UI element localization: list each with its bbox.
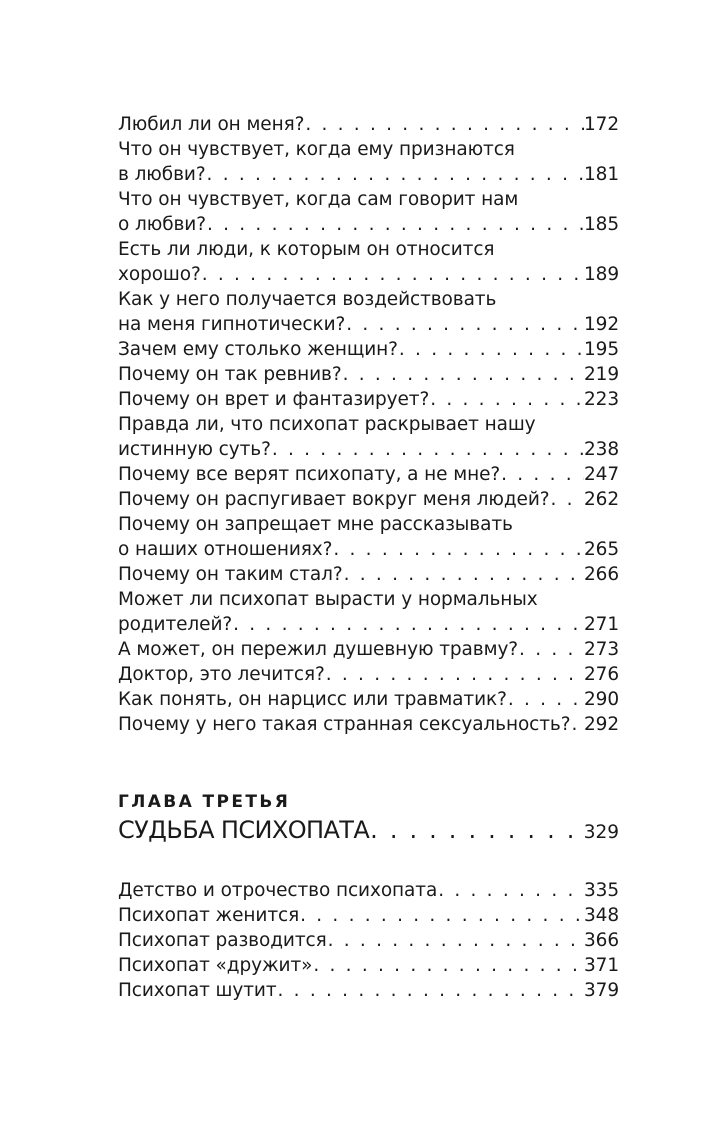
chapter-heading[interactable] <box>118 791 619 848</box>
toc-page-number: 371 <box>583 955 619 976</box>
toc-entry-title-line: Может ли психопат вырасти у нормальных <box>118 589 538 610</box>
toc-entry-title: на меня гипнотически? <box>118 314 346 335</box>
toc-entry-title: родителей? <box>118 614 233 635</box>
toc-entry-title: Психопат шутит <box>118 980 277 1001</box>
toc-entry[interactable] <box>118 412 619 462</box>
toc-entry[interactable] <box>118 487 619 512</box>
toc-entry-title: Почему он распугивает вокруг меня людей? <box>118 489 550 510</box>
toc-entry-title: о наших отношениях? <box>118 539 333 560</box>
dot-leader <box>570 712 584 737</box>
toc-page-number: 265 <box>583 539 619 560</box>
toc-entry[interactable] <box>118 978 619 1003</box>
toc-entry-title: Почему он таким стал? <box>118 564 343 585</box>
dot-leader <box>345 312 584 337</box>
dot-leader <box>342 362 584 387</box>
dot-leader <box>549 487 584 512</box>
toc-entry-title: Психопат разводится <box>118 930 327 951</box>
toc-entry[interactable] <box>118 687 619 712</box>
toc-page-number: 238 <box>583 439 619 460</box>
toc-page-number: 219 <box>583 364 619 385</box>
table-of-contents-page <box>118 112 619 1003</box>
toc-page-number: 366 <box>583 930 619 951</box>
dot-leader <box>232 612 584 637</box>
dot-leader <box>343 562 584 587</box>
toc-entry-title: хорошо? <box>118 264 201 285</box>
dot-leader <box>304 112 584 137</box>
toc-list <box>118 112 619 737</box>
dot-leader <box>507 687 584 712</box>
toc-entry[interactable] <box>118 462 619 487</box>
toc-entry-title: Почему у него такая странная сексуальность? <box>118 714 571 735</box>
toc-page-number: 247 <box>583 464 619 485</box>
dot-leader <box>206 212 584 237</box>
toc-page-number: 348 <box>583 905 619 926</box>
toc-entry-title: в любви? <box>118 164 206 185</box>
toc-entry-title: Психопат женится <box>118 905 300 926</box>
dot-leader <box>437 878 584 903</box>
chapter-toc-list <box>118 878 619 1003</box>
toc-page-number: 185 <box>583 214 619 235</box>
dot-leader <box>271 437 584 462</box>
toc-page-number: 189 <box>583 264 619 285</box>
toc-entry-title-line: Правда ли, что психопат раскрывает нашу <box>118 414 536 435</box>
toc-entry-title: Почему он так ревнив? <box>118 364 342 385</box>
toc-entry-title-line: Что он чувствует, когда ему признаются <box>118 139 515 160</box>
toc-page-number: 290 <box>583 689 619 710</box>
toc-page-number: 172 <box>583 114 619 135</box>
dot-leader <box>518 637 584 662</box>
toc-entry-title: Почему он врет и фантазирует? <box>118 389 430 410</box>
toc-entry[interactable] <box>118 662 619 687</box>
toc-entry[interactable] <box>118 387 619 412</box>
dot-leader <box>299 903 584 928</box>
toc-entry[interactable] <box>118 337 619 362</box>
toc-page-number: 195 <box>583 339 619 360</box>
toc-entry-title-line: Есть ли люди, к которым он относится <box>118 239 495 260</box>
dot-leader <box>429 387 584 412</box>
dot-leader <box>277 978 584 1003</box>
dot-leader <box>398 337 584 362</box>
toc-entry[interactable] <box>118 287 619 337</box>
dot-leader <box>312 953 584 978</box>
toc-entry-title-line: Как у него получается воздействовать <box>118 289 497 310</box>
toc-entry-title: Почему все верят психопату, а не мне? <box>118 464 501 485</box>
dot-leader <box>332 537 584 562</box>
toc-entry[interactable] <box>118 928 619 953</box>
toc-entry-title: Зачем ему столько женщин? <box>118 339 398 360</box>
toc-entry-title: А может, он пережил душевную травму? <box>118 639 519 660</box>
chapter-title-row <box>118 815 619 848</box>
toc-page-number: 379 <box>583 980 619 1001</box>
toc-page-number: 335 <box>583 880 619 901</box>
toc-entry-title: о любви? <box>118 214 206 235</box>
dot-leader <box>500 462 584 487</box>
toc-entry-title-line: Что он чувствует, когда сам говорит нам <box>118 189 519 210</box>
toc-entry[interactable] <box>118 237 619 287</box>
toc-entry[interactable] <box>118 878 619 903</box>
dot-leader <box>201 262 584 287</box>
dot-leader <box>369 815 584 845</box>
toc-page-number: 192 <box>583 314 619 335</box>
chapter-title: СУДЬБА ПСИХОПАТА <box>118 816 370 844</box>
toc-page-number: 276 <box>583 664 619 685</box>
toc-entry[interactable] <box>118 587 619 637</box>
dot-leader <box>327 928 584 953</box>
toc-entry-title: Доктор, это лечится? <box>118 664 325 685</box>
toc-page-number: 292 <box>583 714 619 735</box>
toc-entry[interactable] <box>118 137 619 187</box>
toc-entry-title: Любил ли он меня? <box>118 114 305 135</box>
toc-entry[interactable] <box>118 512 619 562</box>
toc-page-number: 271 <box>583 614 619 635</box>
toc-entry[interactable] <box>118 187 619 237</box>
toc-page-number: 262 <box>583 489 619 510</box>
toc-entry[interactable] <box>118 637 619 662</box>
dot-leader <box>206 162 584 187</box>
toc-page-number: 181 <box>583 164 619 185</box>
toc-entry[interactable] <box>118 903 619 928</box>
toc-entry[interactable] <box>118 712 619 737</box>
toc-entry-title-line: Почему он запрещает мне рассказывать <box>118 514 513 535</box>
toc-entry-title: Детство и отрочество психопата <box>118 880 438 901</box>
chapter-label: ГЛАВА ТРЕТЬЯ <box>118 792 291 812</box>
toc-entry-title: Психопат «дружит» <box>118 955 313 976</box>
chapter-page-number: 329 <box>583 822 619 843</box>
toc-page-number: 266 <box>583 564 619 585</box>
dot-leader <box>325 662 584 687</box>
toc-page-number: 223 <box>583 389 619 410</box>
toc-entry-title: Как понять, он нарцисс или травматик? <box>118 689 507 710</box>
toc-page-number: 273 <box>583 639 619 660</box>
toc-entry[interactable] <box>118 953 619 978</box>
toc-entry[interactable] <box>118 562 619 587</box>
toc-entry-title: истинную суть? <box>118 439 271 460</box>
toc-entry[interactable] <box>118 112 619 137</box>
toc-entry[interactable] <box>118 362 619 387</box>
